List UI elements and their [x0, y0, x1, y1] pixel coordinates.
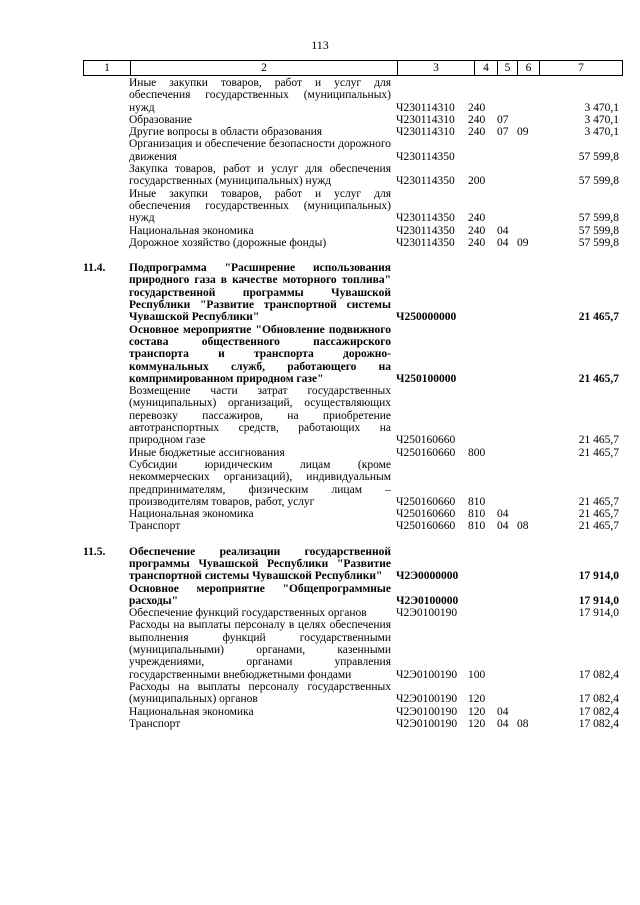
row-vr: 100 — [468, 668, 486, 681]
row-code: Ч2Э0100190 — [396, 717, 458, 730]
row-sum: 21 465,7 — [578, 434, 619, 447]
row-vr: 240 — [468, 126, 486, 139]
row-spacer — [0, 533, 640, 546]
row-number: 11.5. — [83, 545, 106, 558]
table-row — [0, 262, 640, 323]
row-number — [83, 188, 129, 225]
row-name: Иные закупки товаров, работ и услуг для обеспечения государственных (муниципальных) нужд — [129, 77, 391, 114]
row-name: Обеспечение реализации государственной программы Чувашской Республики "Развитие транспортной системы Чувашской Республики" — [129, 545, 391, 583]
row-sum: 21 465,7 — [578, 372, 619, 385]
row-name: Расходы на выплаты персоналу государственных (муниципальных) органов — [129, 680, 391, 706]
row-name: Расходы на выплаты персоналу в целях обеспечения выполнения функций государственными (муниципальными) органами, казенными учреждениями, органами управления государственными внебюджетными фондами — [129, 619, 391, 681]
header-col-1: 1 — [104, 62, 110, 74]
row-name: Национальная экономика — [129, 508, 254, 521]
table-row — [0, 138, 640, 163]
header-col-2: 2 — [130, 61, 397, 75]
row-sum: 17 082,4 — [578, 717, 619, 730]
table-row — [0, 237, 640, 249]
row-vr: 120 — [468, 717, 486, 730]
table-row — [0, 126, 640, 138]
table-row — [0, 718, 640, 730]
row-code: Ч250000000 — [396, 311, 457, 324]
header-col-6: 6 — [517, 61, 539, 75]
row-code: Ч2Э0000000 — [396, 570, 459, 583]
row-number — [83, 138, 129, 163]
row-sum: 21 465,7 — [578, 520, 619, 533]
row-vr: 120 — [468, 705, 486, 718]
row-rz: 04 — [497, 705, 509, 718]
table-row — [0, 225, 640, 237]
row-number — [83, 508, 129, 520]
row-sum: 21 465,7 — [578, 311, 619, 324]
row-sum: 3 470,1 — [584, 113, 619, 126]
row-vr: 810 — [468, 520, 486, 533]
row-number — [83, 126, 129, 138]
row-sum: 17 914,0 — [578, 570, 619, 583]
row-vr: 240 — [468, 113, 486, 126]
row-pr: 09 — [517, 236, 529, 249]
header-col-7: 7 — [539, 61, 622, 75]
row-pr: 08 — [517, 717, 529, 730]
row-code: Ч2Э0100190 — [396, 693, 458, 706]
row-code: Ч230114350 — [396, 175, 455, 188]
table-row — [0, 607, 640, 619]
row-rz: 04 — [497, 236, 509, 249]
row-number: 11.4. — [83, 262, 106, 275]
table-body — [0, 77, 640, 730]
row-number — [83, 520, 129, 532]
row-pr: 08 — [517, 520, 529, 533]
row-rz: 04 — [497, 520, 509, 533]
row-vr: 120 — [468, 693, 486, 706]
row-number — [83, 583, 129, 608]
row-sum: 21 465,7 — [578, 495, 619, 508]
row-code: Ч250160660 — [396, 446, 456, 459]
row-name: Закупка товаров, работ и услуг для обеспечения государственных (муниципальных) нужд — [129, 163, 391, 188]
row-spacer — [0, 249, 640, 262]
row-sum: 21 465,7 — [578, 446, 619, 459]
row-code: Ч250160660 — [396, 520, 456, 533]
row-code: Ч2Э0100190 — [396, 705, 458, 718]
row-sum: 57 599,8 — [578, 212, 619, 225]
row-vr: 240 — [468, 101, 486, 114]
row-vr: 200 — [468, 175, 486, 188]
row-sum: 57 599,8 — [578, 150, 619, 163]
row-name: Подпрограмма "Расширение использования природного газа в качестве моторного топлива" государственной программы Чувашской Республики "Развитие транспортной системы Чувашской Республики" — [129, 262, 391, 324]
row-rz: 04 — [497, 508, 509, 521]
row-vr: 800 — [468, 446, 486, 459]
row-code: Ч230114350 — [396, 150, 455, 163]
row-vr: 240 — [468, 212, 486, 225]
row-number — [83, 459, 129, 508]
row-name: Субсидии юридическим лицам (кроме некоммерческих организаций), индивидуальным предпринимателям, физическим лицам – производителям товаров, работ, услуг — [129, 458, 391, 508]
table-row — [0, 706, 640, 718]
row-name: Иные бюджетные ассигнования — [129, 446, 285, 459]
page-number: 113 — [311, 38, 329, 52]
row-name: Другие вопросы в области образования — [129, 126, 323, 139]
row-sum: 17 082,4 — [578, 705, 619, 718]
row-number — [83, 237, 129, 249]
header-col-4: 4 — [474, 61, 497, 75]
table-row — [0, 619, 640, 680]
row-name: Национальная экономика — [129, 224, 254, 237]
row-number — [83, 77, 129, 114]
row-name: Транспорт — [129, 520, 181, 533]
row-code: Ч230114350 — [396, 212, 455, 225]
table-row — [0, 385, 640, 446]
row-sum: 3 470,1 — [584, 126, 619, 139]
row-name: Иные закупки товаров, работ и услуг для обеспечения государственных (муниципальных) нужд — [129, 187, 391, 225]
row-code: Ч250160660 — [396, 434, 456, 447]
row-sum: 17 914,0 — [578, 607, 619, 620]
row-rz: 04 — [497, 224, 509, 237]
row-name: Дорожное хозяйство (дорожные фонды) — [129, 236, 327, 249]
row-code: Ч230114310 — [396, 113, 455, 126]
row-number — [83, 718, 129, 730]
row-sum: 57 599,8 — [578, 175, 619, 188]
row-code: Ч250160660 — [396, 495, 456, 508]
row-number — [83, 607, 129, 619]
row-code: Ч230114350 — [396, 236, 455, 249]
table-row — [0, 508, 640, 520]
row-sum: 17 082,4 — [578, 668, 619, 681]
row-vr: 810 — [468, 495, 486, 508]
row-name: Транспорт — [129, 717, 181, 730]
row-number — [83, 114, 129, 126]
row-name: Основное мероприятие "Общепрограммные расходы" — [129, 582, 391, 607]
row-name: Организация и обеспечение безопасности дорожного движения — [129, 138, 391, 163]
row-code: Ч250100000 — [396, 372, 457, 385]
row-name: Возмещение части затрат государственных (муниципальных) организаций, осуществляющих перевозку пассажиров, на приобретение автотранспортных средств, работающих на природном газе — [129, 385, 391, 447]
header-col-5: 5 — [497, 61, 517, 75]
row-name: Основное мероприятие "Обновление подвижного состава общественного пассажирского транспорта и транспорта дорожно-коммунальных служб, работающего на компримированном природном газе" — [129, 323, 391, 385]
row-vr: 810 — [468, 508, 486, 521]
table-row — [0, 77, 640, 114]
table-row — [0, 114, 640, 126]
header-col-3: 3 — [397, 61, 474, 75]
row-code: Ч250160660 — [396, 508, 456, 521]
row-sum: 57 599,8 — [578, 236, 619, 249]
row-sum: 17 082,4 — [578, 693, 619, 706]
row-code: Ч2Э0100190 — [396, 668, 458, 681]
row-number — [83, 385, 129, 446]
table-row — [0, 188, 640, 225]
table-row — [0, 583, 640, 608]
row-code: Ч2Э0100000 — [396, 594, 459, 607]
table-row — [0, 520, 640, 532]
row-code: Ч230114310 — [396, 126, 455, 139]
row-vr: 240 — [468, 224, 486, 237]
row-name: Национальная экономика — [129, 705, 254, 718]
table-row — [0, 324, 640, 385]
row-rz: 07 — [497, 126, 509, 139]
row-vr: 240 — [468, 236, 486, 249]
row-sum: 57 599,8 — [578, 224, 619, 237]
table-header — [83, 60, 623, 76]
row-code: Ч230114310 — [396, 101, 455, 114]
table-row — [0, 546, 640, 583]
row-number — [83, 163, 129, 188]
row-name: Обеспечение функций государственных органов — [129, 607, 367, 620]
row-sum: 21 465,7 — [578, 508, 619, 521]
row-code: Ч2Э0100190 — [396, 607, 458, 620]
row-rz: 07 — [497, 113, 509, 126]
table-row — [0, 681, 640, 706]
row-pr: 09 — [517, 126, 529, 139]
table-row — [0, 163, 640, 188]
row-number — [83, 706, 129, 718]
row-sum: 3 470,1 — [584, 101, 619, 114]
row-number — [83, 324, 129, 385]
table-row — [0, 447, 640, 459]
row-code: Ч230114350 — [396, 224, 455, 237]
row-name: Образование — [129, 113, 193, 126]
row-number — [83, 681, 129, 706]
row-number — [83, 225, 129, 237]
row-rz: 04 — [497, 717, 509, 730]
table-row — [0, 459, 640, 508]
row-number — [83, 447, 129, 459]
row-sum: 17 914,0 — [578, 594, 619, 607]
row-number — [83, 619, 129, 680]
